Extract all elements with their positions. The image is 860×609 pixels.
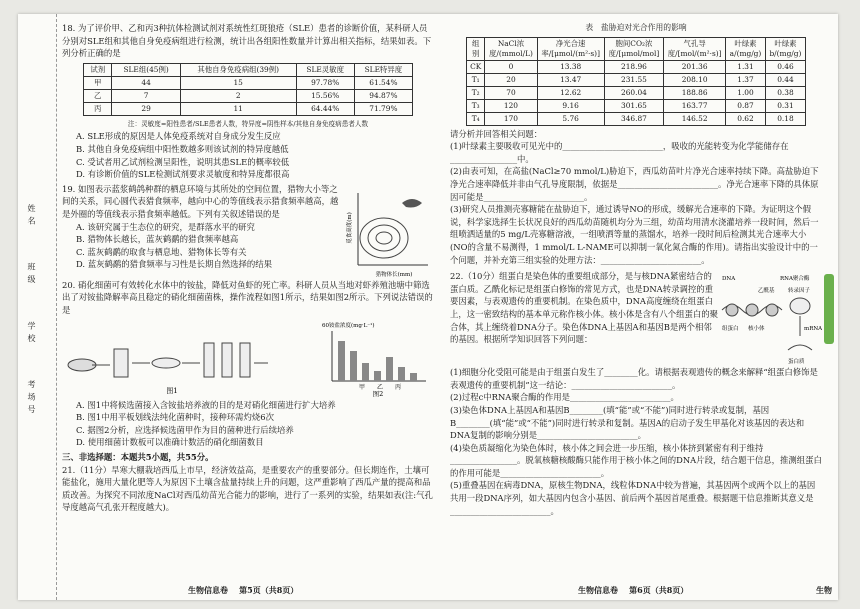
binding-margin (18, 14, 57, 600)
bird-icon (402, 199, 422, 208)
table-row: T₃ 120 9.16 301.65 163.77 0.87 0.31 (467, 99, 806, 112)
table-row: 甲 44 15 97.78% 61.54% (84, 76, 413, 89)
q22-part-4: (4)染色质凝缩化为染色体时，核小体之间会进一步压缩，核小体挤到紧密有利于维持________________。脱氧核糖核酸酶只能作用于核小体之间的DNA片段，结合题干信息，推测组蛋白的作用可能是________________________。 (450, 442, 822, 478)
table-header: 叶绿素b/(mg/g) (765, 37, 805, 60)
table-title: 表 盐胁迫对光合作用的影响 (585, 23, 687, 32)
fig2-x-label: 乙 (376, 383, 384, 391)
margin-labels (26, 204, 37, 414)
left-page (62, 22, 434, 514)
q19-option-b: B. 猎物体长越长，蓝灰鹤鹬的猎食频率越高 (76, 234, 239, 245)
q18-option-b: B. 其他自身免疫病组中阳性数越多则该试剂的特异度越低 (76, 143, 289, 154)
svg-text:核小体: 核小体 (748, 326, 765, 333)
table-row: T₄ 170 5.76 346.87 146.52 0.62 0.18 (467, 112, 806, 125)
q22-part-2: (2)过程c中RNA聚合酶的作用是________________________。 (450, 392, 679, 403)
margin-label: 级 (27, 275, 36, 285)
svg-text:mRNA: mRNA (804, 326, 822, 333)
margin-label: 号 (27, 405, 36, 415)
rna-polymerase-icon (790, 298, 810, 314)
nucleosome-icon (746, 304, 758, 316)
q20-stem: 20. 硝化细菌可有效转化水体中的铵盐，降低对鱼虾的死亡率。科研人员从当地对虾养殖池塘中筛选出了对铵盐降解率高且稳定的硝化细菌菌株，操作流程如图1所示，结果如图2所示。下列说法错误的是 (62, 279, 433, 315)
q18-table (83, 63, 413, 116)
footer-title: 生物信息卷 (578, 585, 618, 595)
table-header: SLE灵敏度 (296, 63, 354, 76)
table-header: 净光合速率/[μmol/(m²·s)] (537, 37, 604, 60)
q19-option-a: A. 该研究属于生态位的研究，是群落水平的研究 (76, 221, 255, 232)
table-header: 叶绿素a/(mg/g) (726, 37, 766, 60)
q20-option-d: D. 使用细菌计数板可以准确计数活的硝化细菌数目 (76, 437, 264, 448)
q21-part-3: (3)研究人员推测壳寡糖能在盐胁迫下，通过诱导NO的形成，缓解光合速率的下降。为证明这个假说，科学家选择生长状况良好的西瓜幼苗随机均分为三组，幼苗均用清水浇灌培养一段时间，然后一组喷洒适量的5 mg/L壳寡糖溶液，一组喷洒等量的蒸馏水，培养一段时间后检测其光合速率大小(NO的含量不易测得，1 mmol/L L-NAME可以抑制一氧化氮合酶的作用)。请指出实验设计中的一个问题，并补充第三组实验的处理方法：________________________。 (450, 204, 819, 265)
section-heading: 三、非选择题：本题共5小题，共55分。 (62, 451, 214, 462)
table-header: 组别 (467, 37, 485, 60)
q18-stem: 18. 为了评价甲、乙和丙3种抗体检测试剂对系统性红斑狼疮（SLE）患者的诊断价值，某科研人员分别对SLE组和其他自身免疫病组进行检测，统计出各组阳性数量并计算出相关指标，结果如表。下列分析正确的是 (62, 23, 432, 59)
q19-option-c: C. 蓝灰鹤鹬的取食与栖息地、猎物体长等有关 (76, 246, 247, 257)
fig2-bar (338, 341, 345, 381)
margin-label: 班 (27, 262, 36, 272)
q22-part-5: (5)重叠基因在病毒DNA，原核生物DNA，线粒体DNA中较为普遍，其基因两个或两个以上的基因共用一段DNA序列，如大基因内包含小基因、前后两个基因首尾重叠。根据题干信息推断其意义是________________________。 (450, 480, 816, 516)
table-row: CK 0 13.38 218.96 201.36 1.31 0.46 (467, 60, 806, 73)
q21-intro: 请分析并回答相关问题： (450, 128, 543, 139)
q19-y-axis-label: 觅食高度(m) (347, 211, 353, 244)
right-page (450, 22, 822, 517)
nucleosome-icon (726, 304, 738, 316)
margin-label: 考 (27, 379, 36, 389)
table-header: SLE组(45例) (112, 63, 180, 76)
corner-subject-label: 生物 (816, 585, 832, 595)
q18-note: 注：灵敏度=阳性患者/SLE患者人数，特异度=阴性样本/其他自身免疫病患者人数 (127, 119, 369, 128)
table-header: SLE特异度 (354, 63, 412, 76)
table-header: NaCl浓度/(mmol/L) (485, 37, 537, 60)
q21-part-2: (2)由表可知，在高盐(NaCl≥70 mmol/L)胁迫下，西瓜幼苗叶片净光合速率持续下降。高盐胁迫下净光合速率降低并非由气孔导度限制，依据是________________________。净光合速率下降的具体原因可能是________________________。 (450, 166, 819, 202)
q20-option-b: B. 图1中用平板划线法纯化菌种时，接种环需灼烧6次 (76, 412, 275, 423)
q18-option-c: C. 受试者用乙试剂检测呈阳性，说明其患SLE的概率较低 (76, 156, 290, 167)
svg-text:乙酰基: 乙酰基 (758, 288, 775, 295)
q20-figure-2-chart (316, 319, 434, 397)
table-row: T₂ 70 12.62 260.04 188.86 1.00 0.38 (467, 86, 806, 99)
left-footer (188, 585, 298, 596)
q18-option-d: D. 有诊断价值的SLE检测试剂要求灵敏度和特异度都很高 (76, 169, 290, 180)
footer-page: 第5页（共8页） (239, 585, 299, 595)
q19-option-d: D. 蓝灰鹤鹬的猎食频率与习性是长期自然选择的结果 (76, 259, 272, 270)
table-row: T₁ 20 13.47 231.55 208.10 1.37 0.44 (467, 73, 806, 86)
table-header: 试剂 (84, 63, 112, 76)
figure-2-caption: 图2 (372, 389, 384, 397)
nucleosome-icon (766, 304, 778, 316)
footer-page: 第6页（共8页） (629, 585, 689, 595)
q21-part-1: (1)叶绿素主要吸收可见光中的________________________，吸收的光能转变为化学能储存在________________中。 (450, 141, 789, 164)
table-header: 其他自身免疫病组(39例) (180, 63, 296, 76)
svg-text:转录因子: 转录因子 (788, 288, 811, 295)
right-footer (578, 585, 688, 596)
q19-contour-figure (344, 183, 430, 279)
svg-text:RNA聚合酶: RNA聚合酶 (780, 276, 810, 283)
q18-option-a: A. SLE形成的原因是人体免疫系统对自身成分发生反应 (76, 131, 281, 142)
fig2-bar (386, 357, 393, 381)
table-header: 胞间CO₂浓度/[μmol/mol] (604, 37, 663, 60)
q20-figure-1 (62, 319, 282, 397)
salt-stress-table (466, 37, 806, 126)
q19-stem: 19. 如图表示蓝浆鹤鸽种群的栖息环境与其所处的空间位置，猎物大小等之间的关系，同心圆代表猎食频率，越向中心的等值线表示猎食频率越高，越是外圈的等值线表示猎食频率越低。下列有关叙述错误的是 (62, 183, 339, 219)
fig2-x-label: 甲 (358, 383, 366, 391)
margin-label: 名 (27, 216, 36, 226)
margin-label: 姓 (27, 204, 36, 213)
fig2-title: 60铵盐浓度(mg·L⁻¹) (322, 322, 375, 329)
margin-label: 场 (27, 392, 36, 402)
q20-option-a: A. 图1中将候选菌接入含铵盐培养液的目的是对硝化细菌进行扩大培养 (76, 399, 336, 410)
table-row: 乙 7 2 15.56% 94.87% (84, 89, 413, 102)
q22-stem: 22.（10分）组蛋白是染色体的重要组成部分，是与核DNA紧密结合的蛋白质。乙酰化标记是组蛋白修饰的常见方式，也是DNA转录调控的重要因素，与表观遗传的重要机制。在染色质中，DNA高度缠绕在组蛋白上，这一密致结构的基本单元称作核小体。核小体是含有八个组蛋白的聚合体，其上缠绕着DNA分子。染色体DNA上基因A和基因B是两个相邻的基因。根据所学知识回答下列问题： (450, 271, 718, 345)
footer-title: 生物信息卷 (188, 585, 228, 595)
q21-stem: 21.（11分）旱寒大棚栽培西瓜上市早，经济效益高，是重要农产的重要部分。但长期连作，土壤可能盐化，施用大量化肥等人为原因下土壤含盐量持续上升的问题，这严重影响了西瓜产量的提高和品质改善。为探究不同浓度NaCl对西瓜幼苗光合能力的影响，进行了一系列的实验，结果如表(注:气孔导度越高气孔张开程度越大)。 (62, 464, 433, 513)
fig2-bar (410, 373, 417, 381)
margin-label: 学 (27, 321, 36, 331)
svg-text:DNA: DNA (722, 276, 736, 283)
figure-1-caption: 图1 (166, 386, 178, 395)
svg-text:组蛋白: 组蛋白 (722, 326, 739, 333)
exam-sheet (18, 14, 838, 600)
table-header: 气孔导度/[mol/(m²·s)] (664, 37, 726, 60)
table-row: 丙 29 11 64.44% 71.79% (84, 102, 413, 115)
margin-label: 校 (27, 333, 36, 343)
fig2-bar (362, 363, 369, 381)
fig2-bar (350, 351, 357, 381)
q20-option-c: C. 据图2分析，应选择候选菌甲作为目的菌种进行后续培养 (76, 424, 294, 435)
svg-text:蛋白质: 蛋白质 (788, 359, 805, 366)
fig2-x-label: 丙 (394, 383, 402, 391)
binder-clip-icon (824, 274, 834, 344)
q22-chromatin-figure (718, 270, 822, 366)
fig2-bar (398, 367, 405, 381)
q22-part-1: (1)细胞分化受阻可能是由于组蛋白发生了________化。请根据表观遗传的概念来解释“组蛋白修饰是表观遗传的重要机制”这一结论：________________________。 (450, 367, 818, 390)
q19-x-axis-label: 猎物体长(mm) (375, 271, 413, 278)
fig2-bar (374, 371, 381, 381)
q22-part-3: (3)染色体DNA上基因A和基因B________(填“能”或“不能”)同时进行转录或复制，基因B________(填“能”或“不能”)同时进行转录和复制。基因A的启动子发生甲基化对该基因的表达和DNA复制的影响分别是________________________。 (450, 404, 805, 441)
